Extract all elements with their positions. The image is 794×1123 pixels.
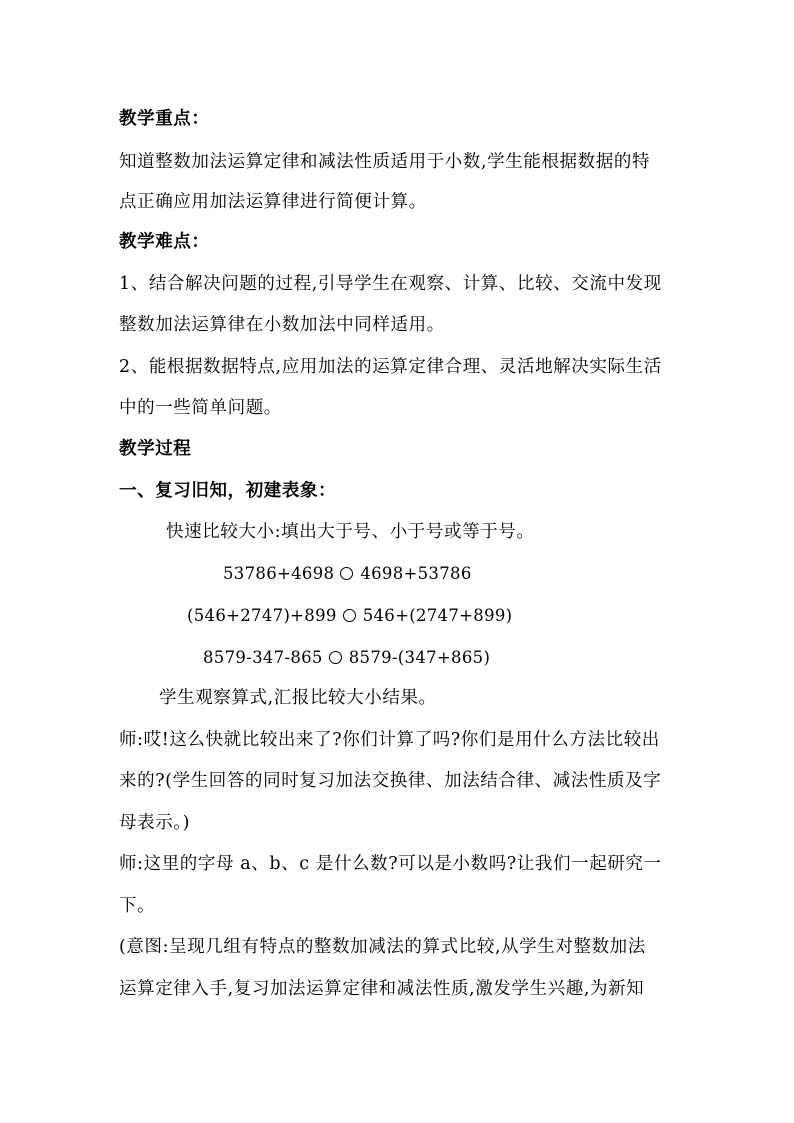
formula-row-1 xyxy=(223,562,472,586)
difficult-point-1-line-1: 1、结合解决问题的过程,引导学生在观察、计算、比较、交流中发现 xyxy=(119,274,662,294)
intent-note-line-2: 运算定律入手,复习加法运算定律和减法性质,激发学生兴趣,为新知 xyxy=(119,979,645,999)
formula-right: 4698+53786 xyxy=(360,564,472,583)
compare-circle-icon xyxy=(343,609,356,622)
difficult-point-2-line-1: 2、能根据数据特点,应用加法的运算定律合理、灵活地解决实际生活 xyxy=(119,357,662,377)
teacher-question-1-line-3: 母表示。) xyxy=(119,813,191,833)
key-points-text-line-1: 知道整数加法运算定律和减法性质适用于小数,学生能根据数据的特 xyxy=(119,152,651,172)
formula-left: 53786+4698 xyxy=(223,564,335,583)
key-points-text-line-2: 点正确应用加法运算律进行简便计算。 xyxy=(119,192,427,212)
teacher-question-1-line-1: 师:哎!这么快就比较出来了?你们计算了吗?你们是用什么方法比较出 xyxy=(119,730,660,750)
difficult-point-1-line-2: 整数加法运算律在小数加法中同样适用。 xyxy=(119,315,445,335)
observe-text: 学生观察算式,汇报比较大小结果。 xyxy=(159,688,437,708)
compare-prompt: 快速比较大小:填出大于号、小于号或等于号。 xyxy=(166,522,535,542)
formula-row-3 xyxy=(203,646,490,670)
key-points-heading: 教学重点： xyxy=(119,109,210,129)
formula-row-2 xyxy=(187,604,512,628)
formula-right: 546+(2747+899) xyxy=(362,606,513,625)
formula-right: 8579-(347+865) xyxy=(348,648,491,667)
difficult-point-2-line-2: 中的一些简单问题。 xyxy=(119,398,282,418)
teacher-question-2-line-1: 师:这里的字母 a、b、c 是什么数?可以是小数吗?让我们一起研究一 xyxy=(119,854,662,874)
compare-circle-icon xyxy=(329,651,342,664)
teacher-question-2-line-2: 下。 xyxy=(119,896,156,916)
section-1-heading: 一、复习旧知，初建表象： xyxy=(119,481,337,501)
teaching-process-heading: 教学过程 xyxy=(119,439,192,459)
compare-circle-icon xyxy=(340,567,353,580)
teacher-question-1-line-2: 来的?(学生回答的同时复习加法交换律、加法结合律、减法性质及字 xyxy=(119,771,662,791)
difficult-points-heading: 教学难点： xyxy=(119,232,210,252)
formula-left: 8579-347-865 xyxy=(203,648,323,667)
intent-note-line-1: (意图:呈现几组有特点的整数加减法的算式比较,从学生对整数加法 xyxy=(119,937,646,957)
formula-left: (546+2747)+899 xyxy=(187,606,337,625)
